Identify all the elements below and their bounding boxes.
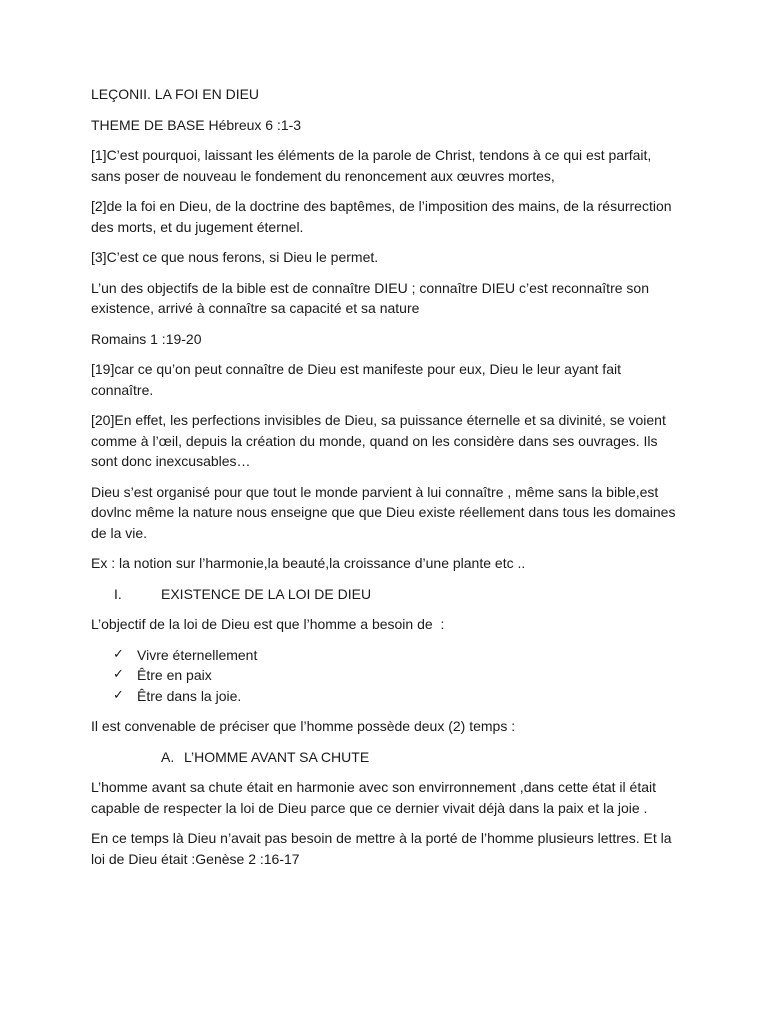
needs-checklist <box>91 645 681 707</box>
list-item <box>91 686 681 707</box>
romans-reference: Romains 1 :19-20 <box>91 330 202 347</box>
before-fall-paragraph: L’homme avant sa chute était en harmonie avec son envirronnement ,dans cette état il était capable de respecter la loi de Dieu parce que ce dernier vivait déjà dans la paix et la joie . <box>91 779 660 816</box>
list-item-label: Être dans la joie. <box>137 687 242 704</box>
checkmark-icon: ✓ <box>113 667 124 682</box>
document-page <box>91 84 681 879</box>
section-title: EXISTENCE DE LA LOI DE DIEU <box>161 585 372 602</box>
list-item <box>91 645 681 666</box>
verse-2: [2]de la foi en Dieu, de la doctrine des baptêmes, de l’imposition des mains, de la résurrection des morts, et du jugement éternel. <box>91 198 676 235</box>
organization-paragraph: Dieu s’est organisé pour que tout le monde parvient à lui connaître , même sans la bible,est dovlnc même la nature nous enseigne que que Dieu existe réellement dans tous les domaines de la vie. <box>91 483 680 541</box>
subsection-title: L’HOMME AVANT SA CHUTE <box>184 748 370 765</box>
law-objective-paragraph: L’objectif de la loi de Dieu est que l’homme a besoin de : <box>91 616 445 632</box>
list-item-label: Être en paix <box>137 667 212 683</box>
lesson-title: LEÇONII. LA FOI EN DIEU <box>91 86 260 102</box>
list-item <box>91 665 681 686</box>
base-theme: THEME DE BASE Hébreux 6 :1-3 <box>91 116 302 133</box>
example-paragraph: Ex : la notion sur l’harmonie,la beauté,la croissance d’une plante etc .. <box>91 555 526 571</box>
verse-1: [1]C’est pourquoi, laissant les éléments de la parole de Christ, tendons à ce qui est parfait, sans poser de nouveau le fondement du renoncement aux œuvres mortes, <box>91 147 656 184</box>
law-genesis-paragraph: En ce temps là Dieu n’avait pas besoin de mettre à la porté de l’homme plusieurs lettres. Et la loi de Dieu était :Genèse 2 :16-17 <box>91 830 676 867</box>
verse-19: [19]car ce qu’on peut connaître de Dieu est manifeste pour eux, Dieu le leur ayant fait connaître. <box>91 361 625 398</box>
checkmark-icon: ✓ <box>113 646 124 662</box>
checkmark-icon: ✓ <box>113 687 124 703</box>
verse-3: [3]C’est ce que nous ferons, si Dieu le permet. <box>91 249 379 265</box>
objective-paragraph: L’un des objectifs de la bible est de connaître DIEU ; connaître DIEU c’est reconnaître son existence, arrivé à connaître sa capacité et sa nature <box>91 279 653 316</box>
section-heading-1 <box>91 584 681 605</box>
section-heading-a <box>91 747 681 768</box>
list-item-label: Vivre éternellement <box>137 646 258 663</box>
verse-20: [20]En effet, les perfections invisibles de Dieu, sa puissance éternelle et sa divinité, se voient comme à l’œil, depuis la création du monde, quand on les considère dans ses ouvrages. Ils sont donc inexcusables… <box>91 412 670 469</box>
section-number: I. <box>114 585 122 602</box>
two-times-paragraph: Il est convenable de préciser que l’homme possède deux (2) temps : <box>91 718 516 734</box>
subsection-letter: A. <box>161 748 175 765</box>
